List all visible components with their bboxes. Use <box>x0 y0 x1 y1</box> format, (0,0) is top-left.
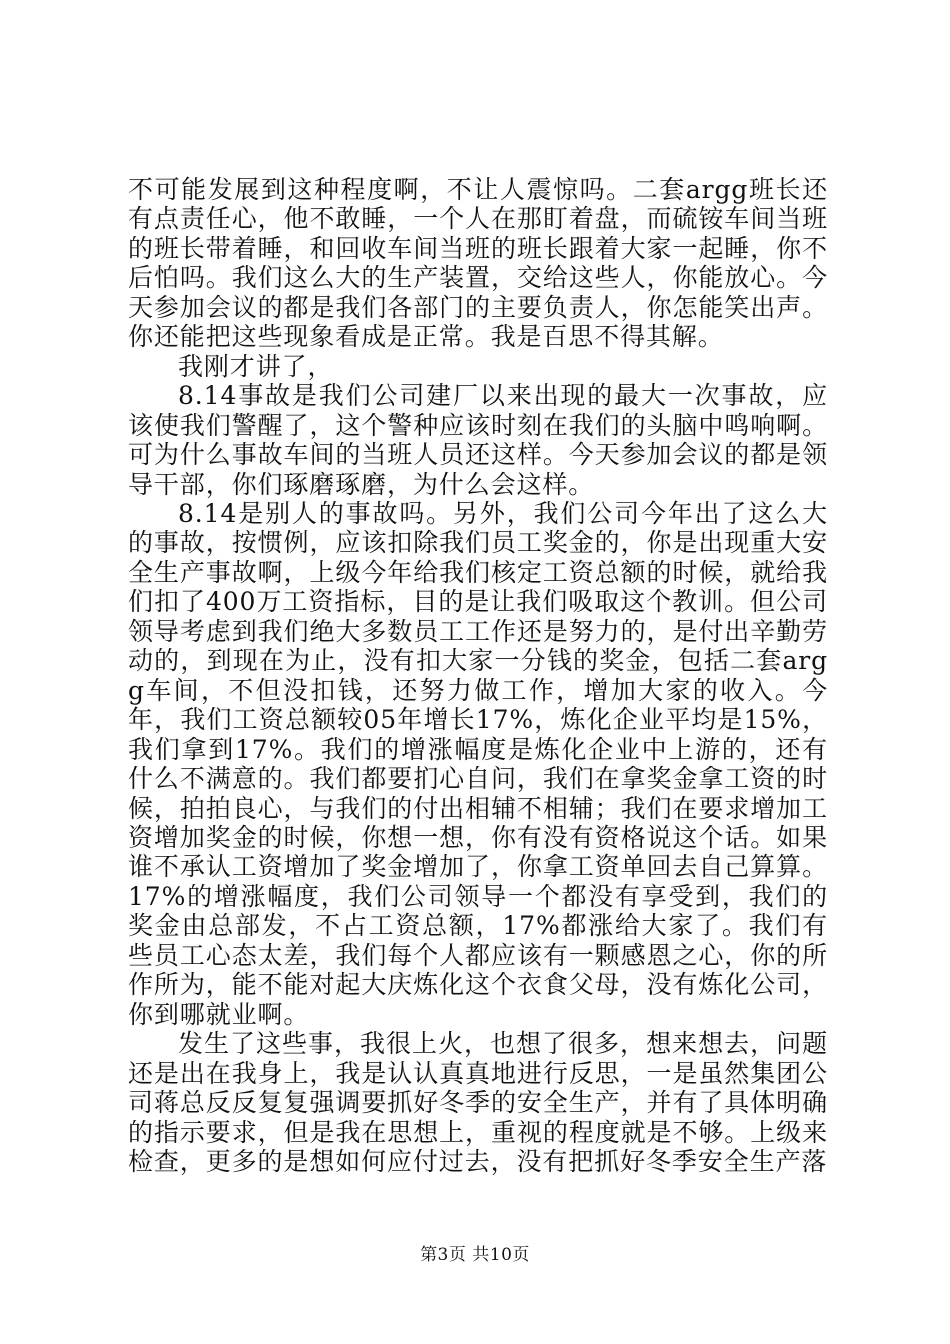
body-text <box>128 175 828 1176</box>
paragraph-reflection: 发生了这些事，我很上火，也想了很多，想来想去，问题还是出在我身上，我是认认真真地进行反思，一是虽然集团公司蒋总反反复复强调要抓好冬季的安全生产，并有了具体明确的指示要求，但是我在思想上，重视的程度就是不够。上级来检查，更多的是想如何应付过去，没有把抓好冬季安全生产落 <box>128 1029 828 1176</box>
paragraph-intro: 我刚才讲了， <box>178 351 334 381</box>
paragraph-continuation: 不可能发展到这种程度啊，不让人震惊吗。二套argg班长还有点责任心，他不敢睡，一个人在那盯着盘，而硫铵车间当班的班长带着睡，和回收车间当班的班长跟着大家一起睡，你不后怕吗。我们这么大的生产装置，交给这些人，你能放心。今天参加会议的都是我们各部门的主要负责人，你怎能笑出声。你还能把这些现象看成是正常。我是百思不得其解。 <box>128 175 828 352</box>
page-number-footer: 第3页 共10页 <box>420 1245 530 1265</box>
paragraph-bonus: 8.14是别人的事故吗。另外，我们公司今年出了这么大的事故，按惯例，应该扣除我们员工奖金的，你是出现重大安全生产事故啊，上级今年给我们核定工资总额的时候，就给我们扣了400万工资指标，目的是让我们吸取这个教训。但公司领导考虑到我们绝大多数员工工作还是努力的，是付出辛勤劳动的，到现在为止，没有扣大家一分钱的奖金，包括二套argg车间，不但没扣钱，还努力做工作，增加大家的收入。今年，我们工资总额较05年增长17%，炼化企业平均是15%，我们拿到17%。我们的增涨幅度是炼化企业中上游的，还有什么不满意的。我们都要扪心自问，我们在拿奖金拿工资的时候，拍拍良心，与我们的付出相辅不相辅；我们在要求增加工资增加奖金的时候，你想一想，你有没有资格说这个话。如果谁不承认工资增加了奖金增加了，你拿工资单回去自己算算。17%的增涨幅度，我们公司领导一个都没有享受到，我们的奖金由总部发，不占工资总额，17%都涨给大家了。我们有些员工心态太差，我们每个人都应该有一颗感恩之心，你的所作所为，能不能对起大庆炼化这个衣食父母，没有炼化公司，你到哪就业啊。 <box>128 498 828 1029</box>
paragraph-accident: 8.14事故是我们公司建厂以来出现的最大一次事故，应该使我们警醒了，这个警种应该时刻在我们的头脑中鸣响啊。可为什么事故车间的当班人员还这样。今天参加会议的都是领导干部，你们琢磨琢磨，为什么会这样。 <box>128 381 828 499</box>
